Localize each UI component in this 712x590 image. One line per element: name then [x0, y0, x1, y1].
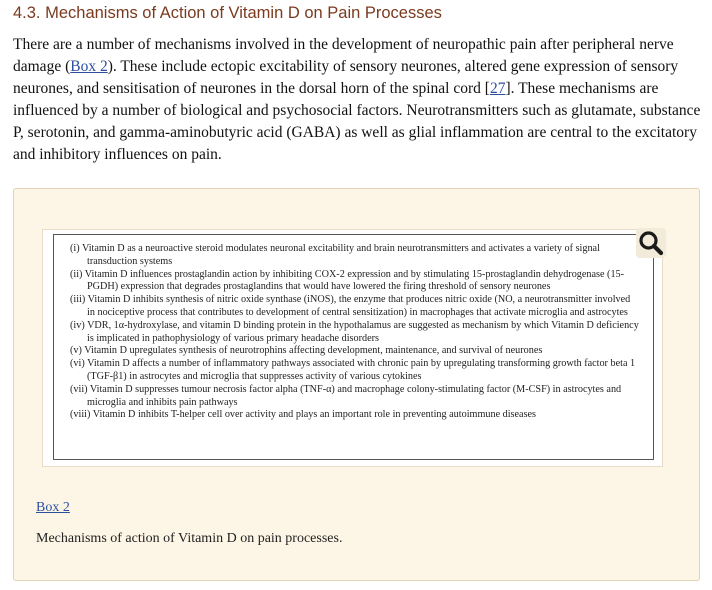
mechanism-item: (v) Vitamin D upregulates synthesis of neurotrophins affecting development, maintenance, and survival of neurones [70, 345, 543, 357]
paragraph-text-2: ). These include ectopic excitability of sensory neurones, altered gene expression of sensory neurones, and sensitisation of neurones in the dorsal horn of the spinal cord [ [13, 58, 679, 97]
figure-image[interactable] [42, 229, 663, 467]
paragraph-text-3: ]. These mechanisms are influenced by a number of biological and psychosocial factors. Neurotransmitters such as glutamate, substance P, serotonin, and gamma-aminobutyric acid (GABA) as well as glial inflammation are central to the excitatory and inhibitory influences on pain. [13, 80, 701, 163]
magnifier-icon[interactable] [636, 228, 666, 258]
paragraph-text-1: There are a number of mechanisms involved in the development of neuropathic pain after peripheral nerve damage ( [13, 36, 674, 75]
figure-label-link[interactable]: Box 2 [36, 500, 70, 515]
box-2-link[interactable]: Box 2 [70, 58, 108, 75]
mechanism-item: (iii) Vitamin D inhibits synthesis of nitric oxide synthase (iNOS), the enzyme that produces nitric oxide (NO, a neurotransmitter involved in nociceptive process that contributes to development of central sensitization) in macrophages that activate microglia and astrocytes [70, 294, 631, 318]
section-heading: 4.3. Mechanisms of Action of Vitamin D on Pain Processes [13, 4, 442, 22]
mechanism-item: (i) Vitamin D as a neuroactive steroid modulates neuronal excitability and brain neurotransmitters and activates a variety of signal transduction systems [70, 243, 600, 267]
mechanism-list [70, 243, 640, 422]
mechanism-item: (vi) Vitamin D affects a number of inflammatory pathways associated with chronic pain by upregulating transforming growth factor beta 1 (TGF-β1) in astrocytes and microglia that suppresses activity of various cytokines [70, 358, 636, 382]
mechanism-item: (viii) Vitamin D inhibits T-helper cell over activity and plays an important role in preventing autoimmune diseases [70, 409, 537, 421]
mechanism-item: (ii) Vitamin D influences prostaglandin action by inhibiting COX-2 expression and by stimulating 15-prostaglandin dehydrogenase (15-PGDH) expression that degrades prostaglandins that would have lowered the firing threshold of sensory neurones [70, 268, 625, 293]
body-paragraph [13, 34, 705, 166]
mechanism-item: (vii) Vitamin D suppresses tumour necrosis factor alpha (TNF-α) and macrophage colony-stimulating factor (M-CSF) in astrocytes and microglia and inhibits pain pathways [70, 383, 622, 408]
reference-27-link[interactable]: 27 [489, 80, 506, 97]
mechanism-item: (iv) VDR, 1α-hydroxylase, and vitamin D binding protein in the hypothalamus are suggested as mechanism by which Vitamin D deficiency is implicated in pathophysiology of various primary headache disorders [70, 319, 639, 344]
figure-box [13, 188, 700, 581]
figure-caption: Mechanisms of action of Vitamin D on pain processes. [36, 531, 343, 546]
